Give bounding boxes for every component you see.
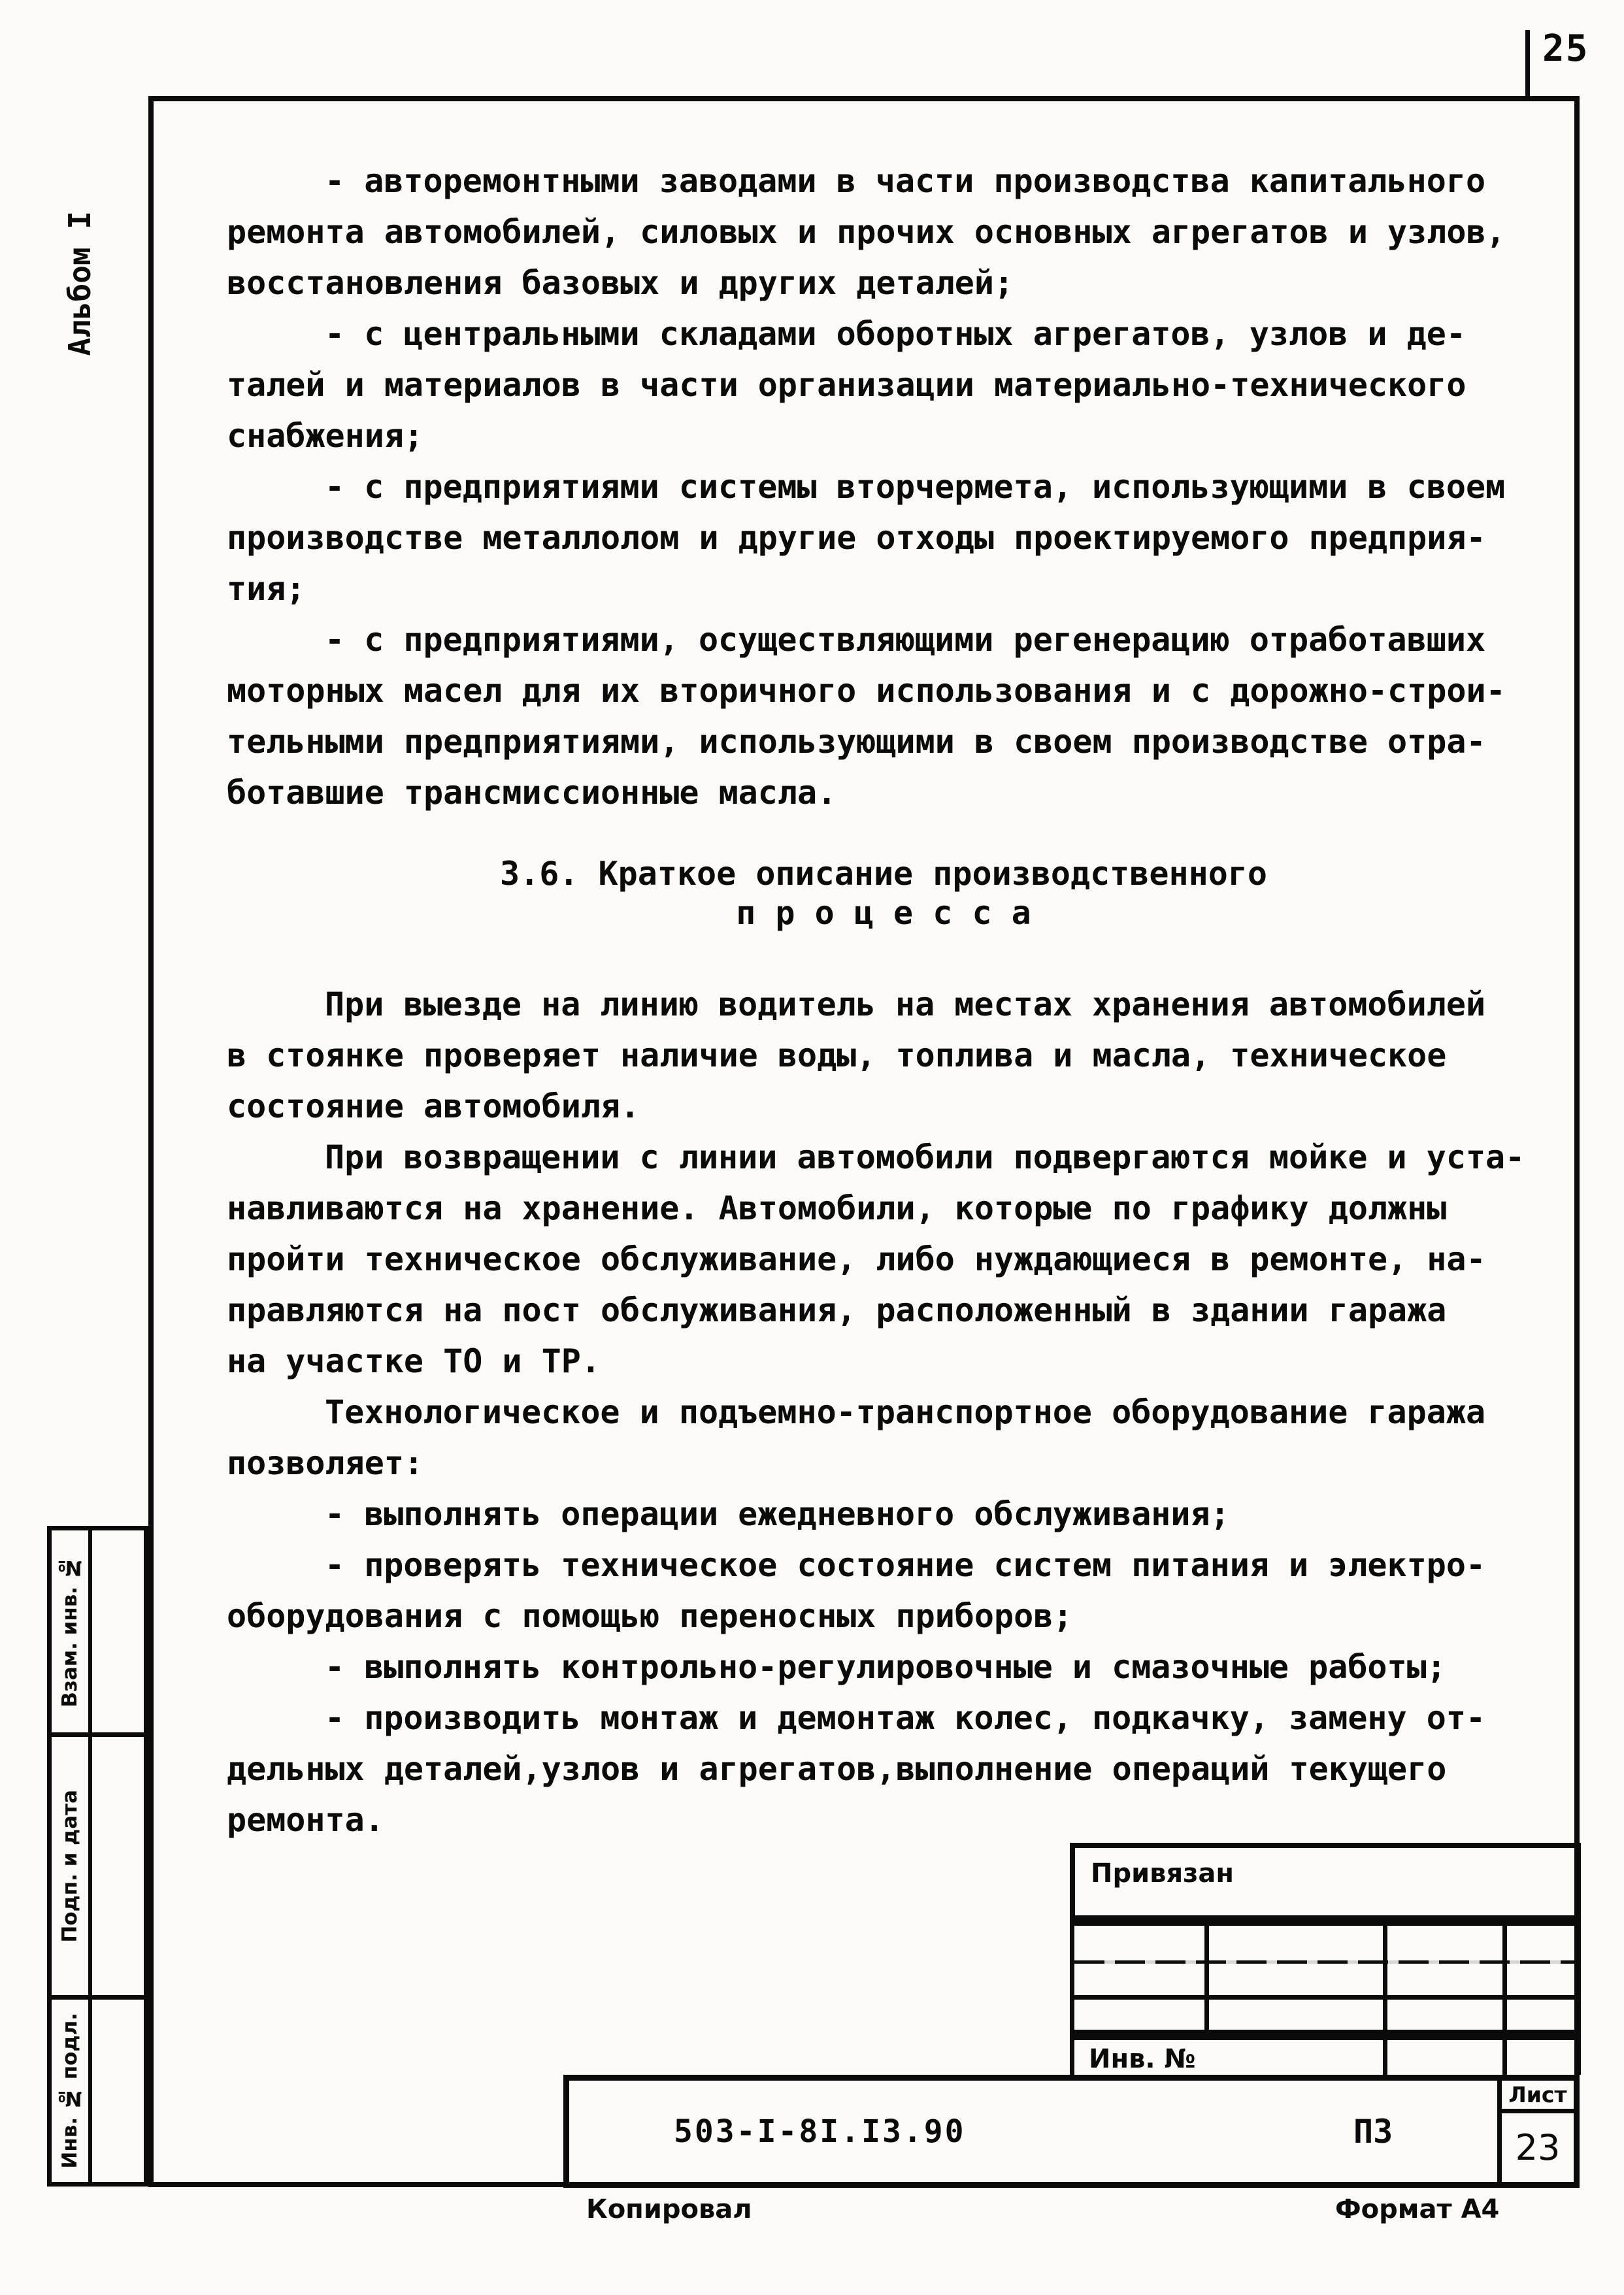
album-label-container — [54, 196, 106, 371]
stamp-signature-cell — [92, 1530, 144, 1732]
title-block-binding-cell — [1070, 1843, 1581, 1921]
text-line: правляются на пост обслуживания, расположенный в здании гаража — [227, 1291, 1447, 1329]
stamp-row-vzam — [47, 1526, 148, 1732]
text-line: - выполнять операции ежедневного обслуживания; — [325, 1495, 1230, 1533]
text-line: При выезде на линию водитель на местах хранения автомобилей — [325, 985, 1486, 1023]
section-heading-line2: п р о ц е с с а — [736, 894, 1031, 932]
binding-label: Привязан — [1091, 1858, 1235, 1889]
page-number: 25 — [1542, 27, 1589, 70]
sheet-column — [1497, 2081, 1574, 2182]
title-block-grid — [1070, 1921, 1581, 2034]
stamp-label-cell — [52, 1737, 92, 1995]
text-line: на участке ТО и ТР. — [227, 1342, 601, 1380]
body-text — [227, 156, 1540, 1845]
text-line: позволяет: — [227, 1444, 424, 1482]
text-line: ботавшие трансмиссионные масла. — [227, 774, 837, 812]
grid-vertical-line — [1204, 1926, 1209, 2030]
document-number: 503-I-8I.I3.90 — [674, 2113, 966, 2150]
corner-tick-line — [1525, 30, 1530, 98]
grid-vertical-line — [1383, 1926, 1387, 2030]
stamp-row-podp — [47, 1732, 148, 1995]
text-line: - с центральными складами оборотных агрегатов, узлов и де- — [325, 315, 1466, 353]
grid-vertical-line — [1502, 2040, 1507, 2075]
text-line: Технологическое и подъемно-транспортное оборудование гаража — [325, 1393, 1486, 1431]
text-line: дельных деталей,узлов и агрегатов,выполнение операций текущего — [227, 1750, 1447, 1788]
title-block-footer — [563, 2075, 1580, 2188]
stamp-label-inv-podl: Инв. № подл. — [58, 2013, 82, 2169]
text-line: - производить монтаж и демонтаж колес, подкачку, замену от- — [325, 1699, 1486, 1737]
text-line: тия; — [227, 570, 306, 608]
inv-number-label: Инв. № — [1089, 2044, 1196, 2074]
text-line: производстве металлолом и другие отходы проектируемого предприя- — [227, 519, 1486, 557]
grid-vertical-line — [1502, 1926, 1507, 2030]
stamp-signature-cell — [92, 2000, 144, 2182]
text-line: тельными предприятиями, использующими в своем производстве отра- — [227, 723, 1486, 761]
title-block-inv-row — [1070, 2034, 1581, 2075]
side-stamp-column — [47, 1526, 148, 2187]
text-line: - проверять техническое состояние систем питания и электро- — [325, 1546, 1486, 1584]
grid-horizontal-line-dashed — [1074, 1960, 1576, 1964]
text-line: снабжения; — [227, 417, 424, 455]
section-heading-line1: 3.6. Краткое описание производственного — [500, 855, 1267, 893]
stamp-label-podp: Подп. и дата — [58, 1789, 82, 1943]
text-line: - авторемонтными заводами в части производства капитального — [325, 162, 1486, 200]
text-line: навливаются на хранение. Автомобили, которые по графику должны — [227, 1189, 1447, 1227]
text-line: - с предприятиями системы вторчермета, использующими в своем — [325, 468, 1506, 506]
grid-vertical-line — [1383, 2040, 1387, 2075]
text-line: ремонта. — [227, 1801, 384, 1839]
text-line: При возвращении с линии автомобили подвергаются мойке и уста- — [325, 1138, 1525, 1176]
text-line: - выполнять контрольно-регулировочные и смазочные работы; — [325, 1648, 1446, 1686]
text-line: ремонта автомобилей, силовых и прочих основных агрегатов и узлов, — [227, 213, 1506, 251]
text-line: моторных масел для их вторичного использования и с дорожно-строи- — [227, 672, 1506, 710]
stamp-label-vzam: Взам. инв. № — [58, 1555, 82, 1708]
format-caption: Формат А4 — [1335, 2194, 1500, 2224]
stamp-label-cell — [52, 2000, 92, 2182]
text-line: оборудования с помощью переносных приборов; — [227, 1597, 1073, 1635]
stamp-signature-cell — [92, 1737, 144, 1995]
text-line: восстановления базовых и других деталей; — [227, 264, 1014, 302]
document-type-code: ПЗ — [1353, 2112, 1393, 2151]
grid-horizontal-line — [1074, 1995, 1576, 2000]
sheet-label: Лист — [1502, 2081, 1574, 2113]
kopiroval-caption: Копировал — [586, 2194, 752, 2224]
stamp-label-cell — [52, 1530, 92, 1732]
album-label: Альбом I — [62, 211, 97, 356]
text-line: пройти техническое обслуживание, либо нуждающиеся в ремонте, на- — [227, 1240, 1486, 1278]
text-line: состояние автомобиля. — [227, 1087, 640, 1125]
stamp-row-inv-podl — [47, 1995, 148, 2187]
text-line: в стоянке проверяет наличие воды, топлива и масла, техническое — [227, 1036, 1447, 1074]
text-line: - с предприятиями, осуществляющими регенерацию отработавших — [325, 621, 1486, 659]
sheet-number: 23 — [1515, 2127, 1561, 2168]
text-line: талей и материалов в части организации материально-технического — [227, 366, 1467, 404]
